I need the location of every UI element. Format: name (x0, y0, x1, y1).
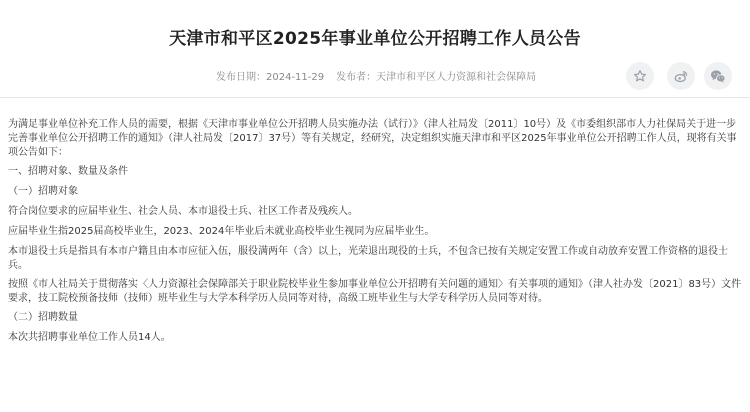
article-title: 天津市和平区2025年事业单位公开招聘工作人员公告 (169, 29, 581, 49)
date-label: 发布日期： (216, 72, 266, 83)
header-divider (0, 97, 750, 98)
article-body (8, 118, 742, 351)
paragraph-intro: 为满足事业单位补充工作人员的需要，根据《天津市事业单位公开招聘人员实施办法（试行）》（津人社局发〔2011〕10号）及《市委组织部市人力社保局关于进一步完善事业单位公开招聘工作的通知》（津人社局发〔2017〕37号）等有关规定，经研究，决定组织实施天津市和平区2025年事业单位公开招聘工作人员，现将有关事项公告如下： (8, 119, 737, 158)
paragraph-technician: 按照《市人社局关于贯彻落实〈人力资源社会保障部关于职业院校毕业生参加事业单位公开招聘有关问题的通知〉有关事项的通知》（津人社办发〔2021〕83号）文件要求，技工院校预备技师（技师）班毕业生与大学本科学历人员同等对待，高级工班毕业生与大学专科学历人员同等对待。 (8, 279, 742, 304)
star-icon (633, 69, 647, 83)
source-label: 发布者： (336, 72, 377, 83)
wechat-icon (710, 69, 726, 84)
paragraph-graduates: 应届毕业生指2025届高校毕业生，2023、2024年毕业后未就业高校毕业生视同为应届毕业生。 (8, 226, 435, 237)
weibo-share-button[interactable] (667, 62, 695, 90)
section-heading-1: 一、招聘对象、数量及条件 (8, 166, 128, 177)
publisher: 天津市和平区人力资源和社会保障局 (376, 72, 537, 83)
paragraph-eligibility: 符合岗位要求的应届毕业生、社会人员、本市退役士兵、社区工作者及残疾人。 (8, 206, 358, 217)
weibo-icon (674, 69, 689, 84)
article-meta (216, 68, 536, 83)
favorite-button[interactable] (626, 62, 654, 90)
publish-date: 2024-11-29 (266, 72, 325, 83)
subsection-heading-2: （二）招聘数量 (8, 312, 78, 323)
subsection-heading-1: （一）招聘对象 (8, 186, 78, 197)
wechat-share-button[interactable] (704, 62, 732, 90)
paragraph-quota: 本次共招聘事业单位工作人员14人。 (8, 332, 171, 343)
paragraph-veterans: 本市退役士兵是指具有本市户籍且由本市应征入伍，服役满两年（含）以上，光荣退出现役的士兵，不包含已按有关规定安置工作或自动放弃安置工作资格的退役士兵。 (8, 246, 728, 271)
